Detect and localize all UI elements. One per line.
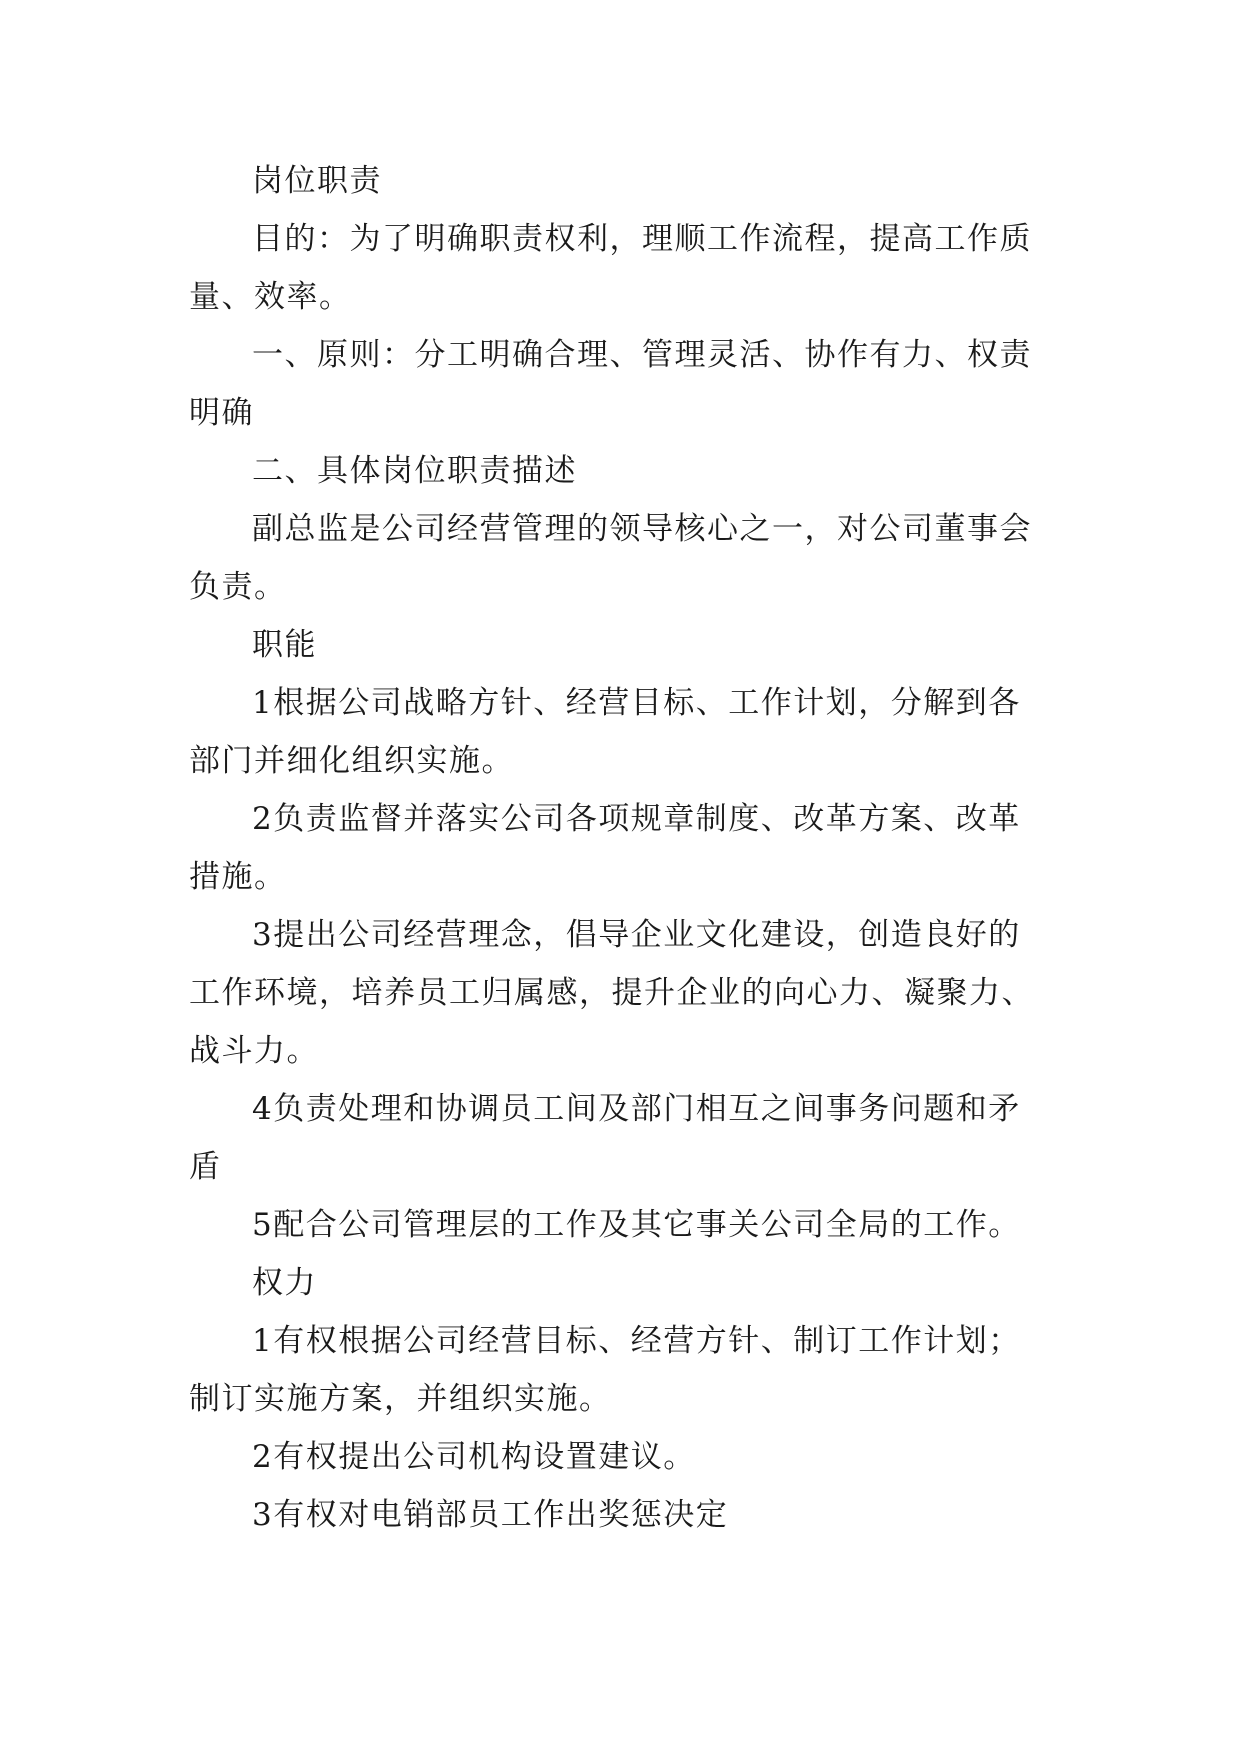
- function-item: 2负责监督并落实公司各项规章制度、改革方案、改革措施。: [189, 801, 1021, 895]
- principle-paragraph: 一、原则：分工明确合理、管理灵活、协作有力、权责明确: [189, 337, 1032, 431]
- section-title: 岗位职责: [252, 163, 382, 199]
- function-item: 4负责处理和协调员工间及部门相互之间事务问题和矛盾: [189, 1091, 1021, 1185]
- heading-powers: 权力: [252, 1265, 317, 1301]
- power-item: 1有权根据公司经营目标、经营方针、制订工作计划；制订实施方案，并组织实施。: [189, 1323, 1021, 1417]
- power-item: 3有权对电销部员工作出奖惩决定: [252, 1497, 729, 1533]
- function-item: 5配合公司管理层的工作及其它事关公司全局的工作。: [252, 1207, 1021, 1243]
- heading-functions: 职能: [252, 627, 317, 663]
- document-body: [189, 152, 1051, 1544]
- function-item: 3提出公司经营理念，倡导企业文化建设，创造良好的工作环境，培养员工归属感，提升企业的向心力、凝聚力、战斗力。: [189, 917, 1034, 1069]
- power-item: 2有权提出公司机构设置建议。: [252, 1439, 696, 1475]
- role-summary-paragraph: 副总监是公司经营管理的领导核心之一，对公司董事会负责。: [189, 511, 1032, 605]
- purpose-paragraph: 目的：为了明确职责权利，理顺工作流程，提高工作质量、效率。: [189, 221, 1032, 315]
- heading-job-description: 二、具体岗位职责描述: [252, 453, 577, 489]
- function-item: 1根据公司战略方针、经营目标、工作计划，分解到各部门并细化组织实施。: [189, 685, 1021, 779]
